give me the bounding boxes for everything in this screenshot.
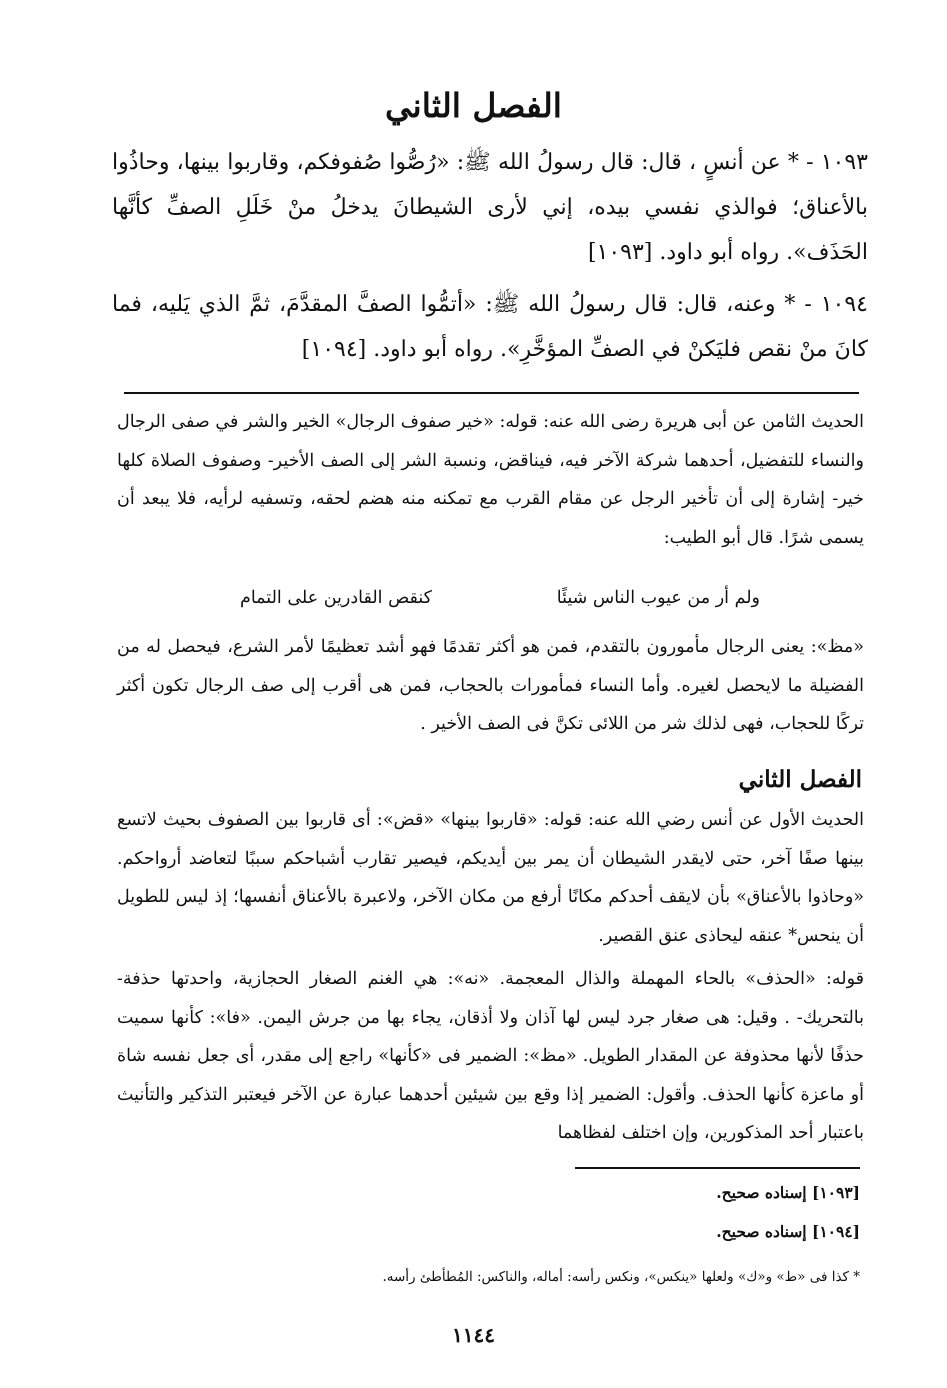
commentary-paragraph-4: قوله: «الحذف» بالحاء المهملة والذال المعجمة. «نه»: هي الغنم الصغار الحجازية، واحدتها حذفة- بالتحريك- . وقيل: هى صغار جرد ليس لها آذان ولا أذقان، يجاء بها من جرش اليمن. «فا»: كأنها سميت حذفًا لأنها محذوفة عن المقدار الطويل. «مظ»: الضمير فى «كأنها» راجع إلى مقدر، أى جعل نفسه شاة أو ماعزة كأنها الحذف. وأقول: الضمير إذا وقع بين شيئين أحدهما عبارة عن الآخر فيعتبر التذكير والتأنيث باعتبار أحد المذكورين، وإن اختلف لفظاهما [117,969,864,1143]
commentary-paragraph-1: الحديث الثامن عن أبى هريرة رضى الله عنه: قوله: «خير صفوف الرجال» الخير والشر في صفى الرجال والنساء للتفضيل، أحدهما شركة الآخر فيه، فيناقض، ونسبة الشر إلى الصف الأخير- وصفوف الصلاة كلها خير- إشارة إلى أن تأخير الرجل عن مقام القرب مع تمكنه منه هضم لحقه، وتسفيه لرأيه، فلا يبعد أن يسمى شرًا. قال أبو الطيب: [117,412,864,548]
page-number: ١١٤٤ [452,1323,495,1347]
footnote-star: * كذا فى «ط» و«ك» ولعلها «ينكس»، ونكس رأسه: أماله، والناكس: المُطأطئ رأسه. [382,1269,860,1285]
footnote-1094: [١٠٩٤] إسناده صحيح. [716,1222,860,1241]
commentary-paragraph-3: الحديث الأول عن أنس رضي الله عنه: قوله: «قاربوا بينها» «قض»: أى قاربوا بين الصفوف بحيث لاتسع بينها صفًا آخر، حتى لايقدر الشيطان أن يمر بين أيديكم، فيصير تقارب أشباحكم سببًا لتعاضد أرواحكم. «وحاذوا بالأعناق» بأن لايقف أحدكم مكانًا أرفع من مكان الآخر، ولاعبرة بالأعناق أنفسها؛ إذ ليس للطويل أن ينحس* عنقه ليحاذى عنق القصير. [117,810,864,946]
hadith-1093: ١٠٩٣ - * عن أنسٍ ، قال: قال رسولُ الله ﷺ: «رُصُّوا صُفوفكم، وقاربوا بينها، وحاذُوا بالأعناق؛ فوالذي نفسي بيده، إني لأرى الشيطانَ يدخلُ منْ خَلَلِ الصفِّ كأنَّها الحَذَف». رواه أبو داود. [١٠٩٣] [112,150,868,265]
section-subheading: الفصل الثاني [738,766,862,793]
poem-hemistich-1: ولم أر من عيوب الناس شيئًا [556,588,760,608]
poem-hemistich-2: كنقص القادرين على التمام [240,588,432,608]
hadith-1094: ١٠٩٤ - * وعنه، قال: قال رسولُ الله ﷺ: «أتمُّوا الصفَّ المقدَّمَ، ثمَّ الذي يَليه، فما كانَ منْ نقص فليَكنْ في الصفِّ المؤخَّرِ». رواه أبو داود. [١٠٩٤] [112,292,868,362]
section-divider [124,392,859,394]
commentary-paragraph-2: «مظ»: يعنى الرجال مأمورون بالتقدم، فمن هو أكثر تقدمًا فهو أشد تعظيمًا لأمر الشرع، فيحصل له من الفضيلة ما لايحصل لغيره. وأما النساء فمأمورات بالحجاب، فمن هى أقرب إلى صف الرجال تكون أكثر تركًا للحجاب، فهى لذلك شر من اللائى تكنَّ فى الصف الأخير . [117,637,864,734]
footnote-separator [575,1167,860,1169]
footnote-1093: [١٠٩٣] إسناده صحيح. [716,1183,860,1202]
chapter-title: الفصل الثاني [385,86,562,125]
